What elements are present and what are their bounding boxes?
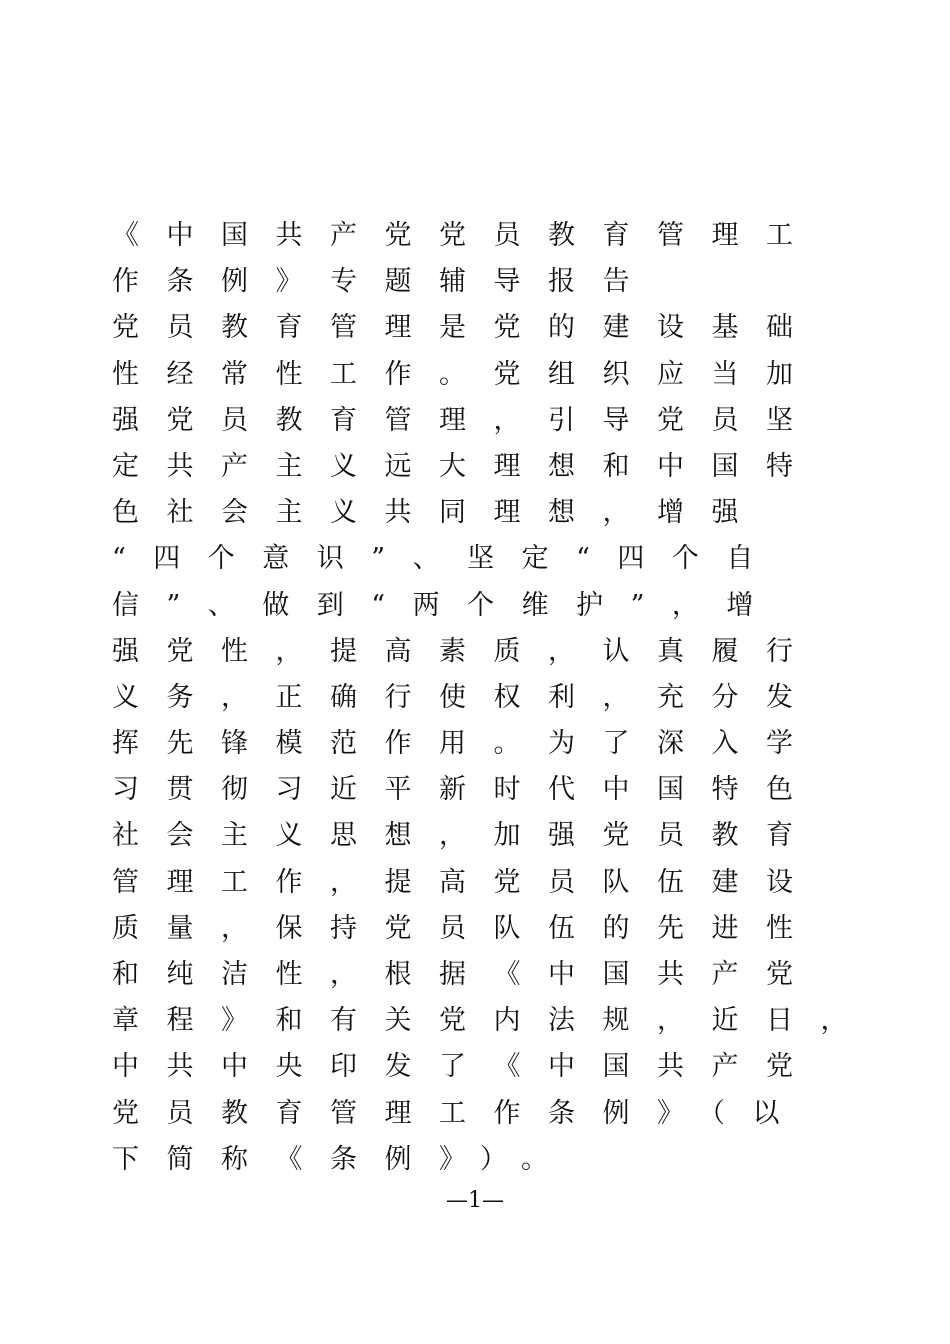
text-line-title-1: 《中国共产党党员教育管理工: [112, 220, 821, 251]
text-line: 定共产主义远大理想和中国特: [112, 450, 821, 482]
text-line: 习贯彻习近平新时代中国特色: [112, 774, 821, 806]
text-line: 强党性，提高素质，认真履行: [112, 635, 821, 667]
text-line: 管理工作，提高党员队伍建设: [112, 866, 821, 898]
text-line: 章程》和有关党内法规，近日，: [112, 1005, 875, 1037]
text-line: 党员教育管理是党的建设基础: [112, 312, 821, 344]
body-text: [112, 213, 875, 1183]
text-line-title-2: 作条例》专题辅导报告: [112, 266, 657, 298]
text-line: 下简称《条例》）。: [112, 1143, 576, 1175]
text-line: 质量，保持党员队伍的先进性: [112, 912, 821, 944]
text-line: 义务，正确行使权利，充分发: [112, 681, 821, 713]
text-line: 挥先锋模范作用。为了深入学: [112, 728, 821, 760]
text-line: 信”、做到“两个维护”，增: [112, 589, 781, 621]
text-line: 中共中央印发了《中国共产党: [112, 1051, 821, 1083]
text-line: 党员教育管理工作条例》（以: [112, 1097, 807, 1129]
text-line: 社会主义思想，加强党员教育: [112, 820, 821, 852]
text-line: 强党员教育管理，引导党员坚: [112, 404, 821, 436]
text-line: 性经常性工作。党组织应当加: [112, 358, 821, 390]
text-line: “四个意识”、坚定“四个自: [112, 543, 781, 575]
text-line: 色社会主义共同理想，增强: [112, 497, 766, 529]
text-line: 和纯洁性，根据《中国共产党: [112, 959, 821, 990]
page-number: —1—: [446, 1188, 504, 1213]
